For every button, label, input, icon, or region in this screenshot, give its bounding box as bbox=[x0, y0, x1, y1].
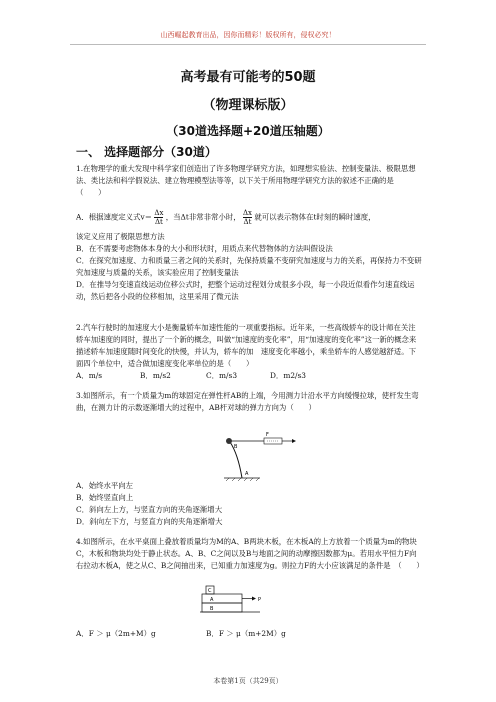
q3-option-d: D．斜向左下方，与竖直方向的夹角逐渐增大 bbox=[76, 517, 223, 526]
board-B bbox=[202, 603, 242, 612]
ground-hatch bbox=[224, 478, 260, 481]
q2-option-a: A．m/s bbox=[76, 371, 103, 380]
doc-subtitle: （物理课标版） bbox=[202, 98, 294, 113]
q3-option-c: C．斜向左上方，与竖直方向的夹角逐渐增大 bbox=[76, 505, 223, 514]
q1-option-d: D．在推导匀变速直线运动位移公式时，把整个运动过程划分成很多小段，每一小段近似看作匀速直线运动，然后把各小段的位移相加，这里采用了微元法 bbox=[76, 280, 415, 301]
q3-option-b: B．始终竖直向上 bbox=[76, 493, 134, 502]
board-A bbox=[202, 594, 242, 603]
q1-frac-num-2: Δx bbox=[242, 209, 252, 217]
q4-option-a: A．F ＞ μ（2m+M）g bbox=[76, 629, 156, 638]
force-arrowhead bbox=[292, 439, 296, 443]
header-divider bbox=[70, 44, 426, 45]
q4-stem: 4.如图所示，在水平桌面上叠放着质量均为M的A、B两块木板，在木板A的上方放着一个质量为m的物块C，木板和物块均处于静止状态。A、B、C之间以及B与地面之间的动摩擦因数都为μ。若用水平恒力F向右拉动木板A，使之从C、B之间抽出来，已知重力加速度为g。则拉力F的大小应该满足的条件是 （ ） bbox=[76, 537, 424, 570]
q1-option-a-cont: 该定义应用了极限思想方法 bbox=[76, 232, 165, 241]
q1-frac-den-2: Δt bbox=[243, 218, 252, 226]
q1-frac-num: Δx bbox=[154, 209, 164, 217]
q1-frac-den: Δt bbox=[154, 218, 163, 226]
label-P: P bbox=[258, 597, 262, 603]
label-A-board: A bbox=[210, 597, 214, 603]
label-A: A bbox=[245, 471, 249, 477]
q1-option-b: B．在不需要考虑物体本身的大小和形状时，用质点来代替物体的方法叫假设法 bbox=[76, 244, 333, 253]
q2-option-c: C．m/s3 bbox=[206, 371, 238, 380]
doc-title: 高考最有可能考的50题 bbox=[180, 70, 316, 85]
q1-option-a-post: 就可以表示物体在t时刻的瞬时速度， bbox=[254, 212, 376, 222]
page-footer: 本卷第1页（共29页） bbox=[213, 677, 283, 685]
q4-figure bbox=[200, 584, 280, 626]
q3-figure bbox=[212, 432, 302, 482]
label-B: B bbox=[234, 444, 238, 450]
q1-option-a bbox=[76, 209, 376, 226]
q1-fraction-1 bbox=[154, 209, 163, 226]
q1-option-a-pre: A．根据速度定义式v＝ bbox=[76, 212, 153, 222]
header-notice: 山西崛起教育出品，因你而精彩！版权所有，侵权必究！ bbox=[160, 31, 336, 39]
q1-stem: 1.在物理学的重大发现中科学家们创造出了许多物理学研究方法，如理想实验法、控制变量法、极限思想法、类比法和科学假说法、建立物理模型法等等，以下关于所用物理学研究方法的叙述不正确的是 （ ） bbox=[76, 164, 416, 197]
q1-option-a-mid: ，当Δt非常非常小时， bbox=[165, 212, 241, 222]
q3-stem: 3.如图所示，有一个质量为m的球固定在弹性杆AB的上端，今用测力计沿水平方向缓慢拉球，使杆发生弯曲，在测力计的示数逐渐增大的过程中，AB杆对球的弹力方向为（ ） bbox=[76, 391, 419, 412]
doc-subtitle-2: （30道选择题+20道压轴题） bbox=[166, 124, 330, 138]
label-F: F bbox=[266, 432, 269, 438]
q2-stem: 2.汽车行驶时的加速度大小是衡量轿车加速性能的一项重要指标。近年来，一些高级轿车的设计师在关注轿车加速度的同时，提出了一个新的概念，叫做“加速度的变化率”，用“加速度的变化率”这一新的概念来描述轿车加速度随时间变化的快慢，并认为，轿车的加 速度变化率越小，乘坐轿车的人感觉越舒适。下面四个单位中，适合做加速度变化率单位的是（ ） bbox=[76, 323, 417, 368]
q3-option-a: A．始终水平向左 bbox=[76, 481, 134, 490]
ball bbox=[226, 438, 232, 444]
section-heading: 一、 选择题部分（30道） bbox=[76, 145, 217, 159]
q2-option-b: B．m/s2 bbox=[140, 371, 171, 380]
q1-option-c: C．在探究加速度、力和质量三者之间的关系时，先保持质量不变研究加速度与力的关系，再保持力不变研究加速度与质量的关系，该实验应用了控制变量法 bbox=[76, 256, 422, 277]
q4-option-b: B．F ＞ μ（m+2M）g bbox=[206, 629, 286, 638]
pull-arrowhead bbox=[252, 597, 256, 601]
label-B-board: B bbox=[210, 606, 214, 612]
label-C: C bbox=[208, 588, 212, 594]
q2-option-d: D．m2/s3 bbox=[270, 371, 307, 380]
q1-fraction-2 bbox=[243, 209, 252, 226]
